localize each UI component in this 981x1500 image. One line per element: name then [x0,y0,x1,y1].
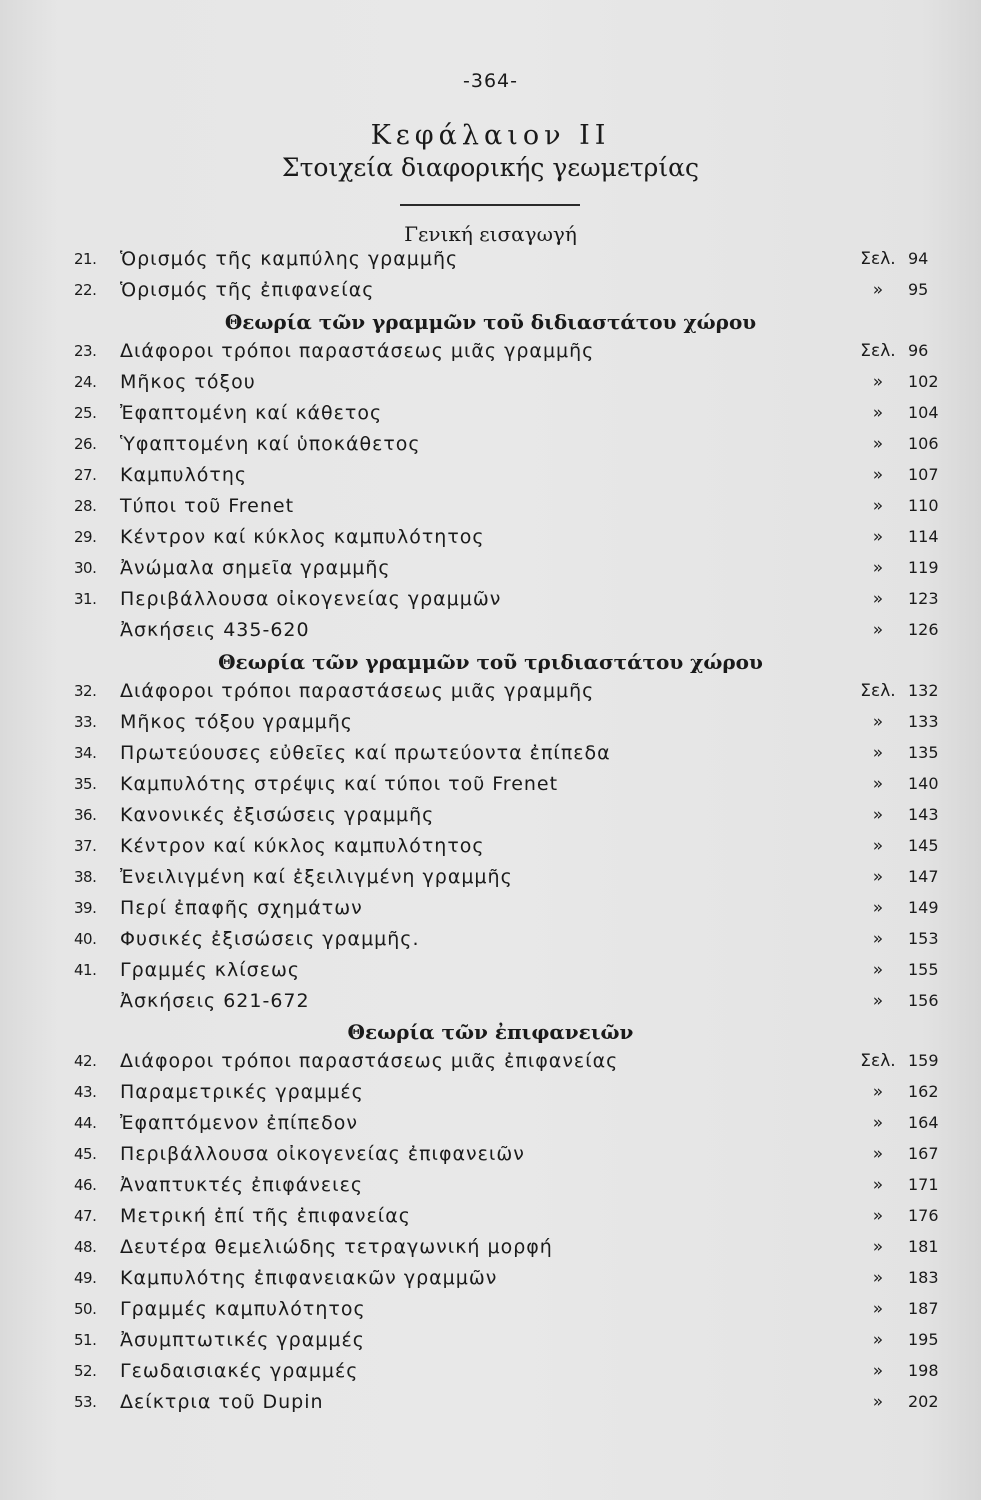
page-marker: » [872,589,884,609]
entry-title: Διάφοροι τρόποι παραστάσεως μιᾶς γραμμῆς [120,340,595,362]
entry-title: Μῆκος τόξου [120,371,256,393]
page-marker: » [872,1268,884,1288]
chapter-title: Κεφάλαιον ΙΙ [370,120,611,151]
entry-page: 149 [908,898,939,917]
entry-page: 176 [908,1206,939,1225]
toc-entry [0,275,981,305]
entry-title: Φυσικές ἐξισώσεις γραμμῆς. [120,928,420,950]
entry-page: 143 [908,805,939,824]
toc-entry [0,1139,981,1169]
entry-number: 44. [74,1114,97,1132]
entry-number: 31. [74,590,97,608]
section-heading: Θεωρία τῶν ἐπιφανειῶν [347,1020,634,1044]
page-marker: » [872,805,884,825]
page-marker: » [872,496,884,516]
page-marker: Σελ. [860,249,896,269]
toc-entry [0,769,981,799]
page-marker: » [872,558,884,578]
page-marker: » [872,620,884,640]
toc-entry [0,244,981,274]
entry-title: Καμπυλότης ἐπιφανειακῶν γραμμῶν [120,1267,498,1289]
toc-entry [0,460,981,490]
entry-title: Ἀσκήσεις 435-620 [120,619,310,641]
entry-page: 145 [908,836,939,855]
entry-number: 27. [74,466,97,484]
entry-number: 21. [74,250,97,268]
page-marker: Σελ. [860,1051,896,1071]
entry-title: Κέντρον καί κύκλος καμπυλότητος [120,835,485,857]
page-marker: » [872,1299,884,1319]
toc-entry [0,584,981,614]
entry-page: 171 [908,1175,939,1194]
toc-entry [0,893,981,923]
entry-number: 23. [74,342,97,360]
entry-number: 46. [74,1176,97,1194]
entry-title: Γραμμές καμπυλότητος [120,1298,366,1320]
entry-page: 102 [908,372,939,391]
entry-number: 41. [74,961,97,979]
entry-page: 167 [908,1144,939,1163]
entry-page: 135 [908,743,939,762]
page-marker: » [872,1392,884,1412]
page-marker: » [872,1237,884,1257]
page-marker: » [872,465,884,485]
entry-number: 49. [74,1269,97,1287]
page-marker: » [872,960,884,980]
entry-title: Διάφοροι τρόποι παραστάσεως μιᾶς γραμμῆς [120,680,595,702]
entry-number: 53. [74,1393,97,1411]
page-marker: Σελ. [860,341,896,361]
entry-number: 51. [74,1331,97,1349]
entry-title: Γραμμές κλίσεως [120,959,301,981]
entry-title: Μῆκος τόξου γραμμῆς [120,711,353,733]
section-heading: Θεωρία τῶν γραμμῶν τοῦ τριδιαστάτου χώρου [218,650,763,674]
entry-page: 153 [908,929,939,948]
entry-title: Διάφοροι τρόποι παραστάσεως μιᾶς ἐπιφανείας [120,1050,619,1072]
toc-entry [0,1077,981,1107]
entry-number: 39. [74,899,97,917]
entry-title: Ὁρισμός τῆς καμπύλης γραμμῆς [120,248,459,270]
entry-page: 183 [908,1268,939,1287]
entry-page: 114 [908,527,939,546]
page-marker: » [872,280,884,300]
toc-entry [0,955,981,985]
entry-page: 132 [908,681,939,700]
entry-page: 107 [908,465,939,484]
entry-title: Ἀναπτυκτές ἐπιφάνειες [120,1174,364,1196]
entry-page: 181 [908,1237,939,1256]
entry-page: 140 [908,774,939,793]
toc-entry [0,862,981,892]
entry-title: Καμπυλότης στρέψις καί τύποι τοῦ Frenet [120,773,559,795]
page-marker: Σελ. [860,681,896,701]
entry-number: 36. [74,806,97,824]
toc-entry [0,1232,981,1262]
entry-page: 187 [908,1299,939,1318]
page-marker: » [872,372,884,392]
entry-page: 110 [908,496,939,515]
entry-number: 38. [74,868,97,886]
entry-number: 48. [74,1238,97,1256]
entry-title: Τύποι τοῦ Frenet [120,495,295,517]
toc-entry [0,831,981,861]
entry-title: Περιβάλλουσα οἰκογενείας γραμμῶν [120,588,502,610]
toc-entry [0,800,981,830]
entry-number: 34. [74,744,97,762]
toc-entry [0,1294,981,1324]
page-marker: » [872,898,884,918]
entry-page: 94 [908,249,929,268]
section-heading: Θεωρία τῶν γραμμῶν τοῦ διδιαστάτου χώρου [224,310,757,334]
toc-entry [0,553,981,583]
entry-page: 164 [908,1113,939,1132]
page-marker: » [872,991,884,1011]
page-marker: » [872,1113,884,1133]
entry-page: 95 [908,280,929,299]
entry-page: 126 [908,620,939,639]
page-marker: » [872,434,884,454]
entry-title: Περιβάλλουσα οἰκογενείας ἐπιφανειῶν [120,1143,525,1165]
entry-number: 45. [74,1145,97,1163]
page-marker: » [872,1082,884,1102]
entry-title: Ἀσυμπτωτικές γραμμές [120,1329,365,1351]
page-marker: » [872,527,884,547]
entry-number: 52. [74,1362,97,1380]
entry-page: 195 [908,1330,939,1349]
page-marker: » [872,836,884,856]
entry-title: Κανονικές ἐξισώσεις γραμμῆς [120,804,435,826]
entry-number: 47. [74,1207,97,1225]
entry-title: Δείκτρια τοῦ Dupin [120,1391,324,1413]
toc-entry [0,1387,981,1417]
toc-entry [0,615,981,645]
toc-entry [0,522,981,552]
entry-title: Ἀνώμαλα σημεῖα γραμμῆς [120,557,391,579]
entry-number: 33. [74,713,97,731]
entry-number: 26. [74,435,97,453]
entry-title: Μετρική ἐπί τῆς ἐπιφανείας [120,1205,411,1227]
entry-title: Καμπυλότης [120,464,248,486]
toc-entry [0,1046,981,1076]
entry-page: 106 [908,434,939,453]
entry-number: 30. [74,559,97,577]
entry-number: 24. [74,373,97,391]
toc-entry [0,367,981,397]
entry-number: 32. [74,682,97,700]
toc-entry [0,1263,981,1293]
toc-entry [0,491,981,521]
page-marker: » [872,929,884,949]
entry-title: Παραμετρικές γραμμές [120,1081,364,1103]
entry-page: 133 [908,712,939,731]
entry-title: Ὑφαπτομένη καί ὑποκάθετος [120,433,421,455]
entry-number: 28. [74,497,97,515]
entry-title: Ἐφαπτομένη καί κάθετος [120,402,383,424]
page-marker: » [872,1206,884,1226]
page-marker: » [872,743,884,763]
section-heading: Γενική εισαγωγή [404,222,577,246]
entry-page: 155 [908,960,939,979]
entry-number: 42. [74,1052,97,1070]
entry-number: 25. [74,404,97,422]
toc-entry [0,1325,981,1355]
toc-entry [0,676,981,706]
entry-title: Ἐφαπτόμενον ἐπίπεδον [120,1112,359,1134]
entry-title: Γεωδαισιακές γραμμές [120,1360,359,1382]
entry-title: Δευτέρα θεμελιώδης τετραγωνική μορφή [120,1236,553,1258]
entry-number: 35. [74,775,97,793]
entry-number: 22. [74,281,97,299]
entry-page: 119 [908,558,939,577]
entry-title: Ἀσκήσεις 621-672 [120,990,310,1012]
entry-title: Περί ἐπαφῆς σχημάτων [120,897,363,919]
entry-page: 123 [908,589,939,608]
entry-number: 43. [74,1083,97,1101]
page-marker: » [872,1361,884,1381]
toc-entry [0,429,981,459]
toc-entry [0,707,981,737]
toc-entry [0,1356,981,1386]
chapter-subtitle: Στοιχεία διαφορικής γεωμετρίας [281,153,700,182]
entry-page: 198 [908,1361,939,1380]
entry-title: Πρωτεύουσες εὐθεῖες καί πρωτεύοντα ἐπίπεδα [120,742,611,764]
entry-title: Ἐνειλιγμένη καί ἐξειλιγμένη γραμμῆς [120,866,513,888]
entry-number: 37. [74,837,97,855]
page-marker: » [872,712,884,732]
entry-page: 202 [908,1392,939,1411]
toc-entry [0,1201,981,1231]
entry-number: 50. [74,1300,97,1318]
page-marker: » [872,1144,884,1164]
entry-page: 162 [908,1082,939,1101]
page-marker: » [872,1175,884,1195]
page-number: -364- [463,70,518,92]
toc-entry [0,398,981,428]
page-marker: » [872,403,884,423]
page-marker: » [872,774,884,794]
page-marker: » [872,1330,884,1350]
entry-number: 40. [74,930,97,948]
toc-entry [0,336,981,366]
entry-number: 29. [74,528,97,546]
entry-page: 159 [908,1051,939,1070]
toc-entry [0,924,981,954]
toc-entry [0,738,981,768]
toc-entry [0,1108,981,1138]
entry-title: Ὁρισμός τῆς ἐπιφανείας [120,279,375,301]
toc-entry [0,1170,981,1200]
entry-page: 147 [908,867,939,886]
title-divider [400,204,580,206]
entry-title: Κέντρον καί κύκλος καμπυλότητος [120,526,485,548]
page-marker: » [872,867,884,887]
entry-page: 104 [908,403,939,422]
toc-entry [0,986,981,1016]
entry-page: 156 [908,991,939,1010]
entry-page: 96 [908,341,929,360]
